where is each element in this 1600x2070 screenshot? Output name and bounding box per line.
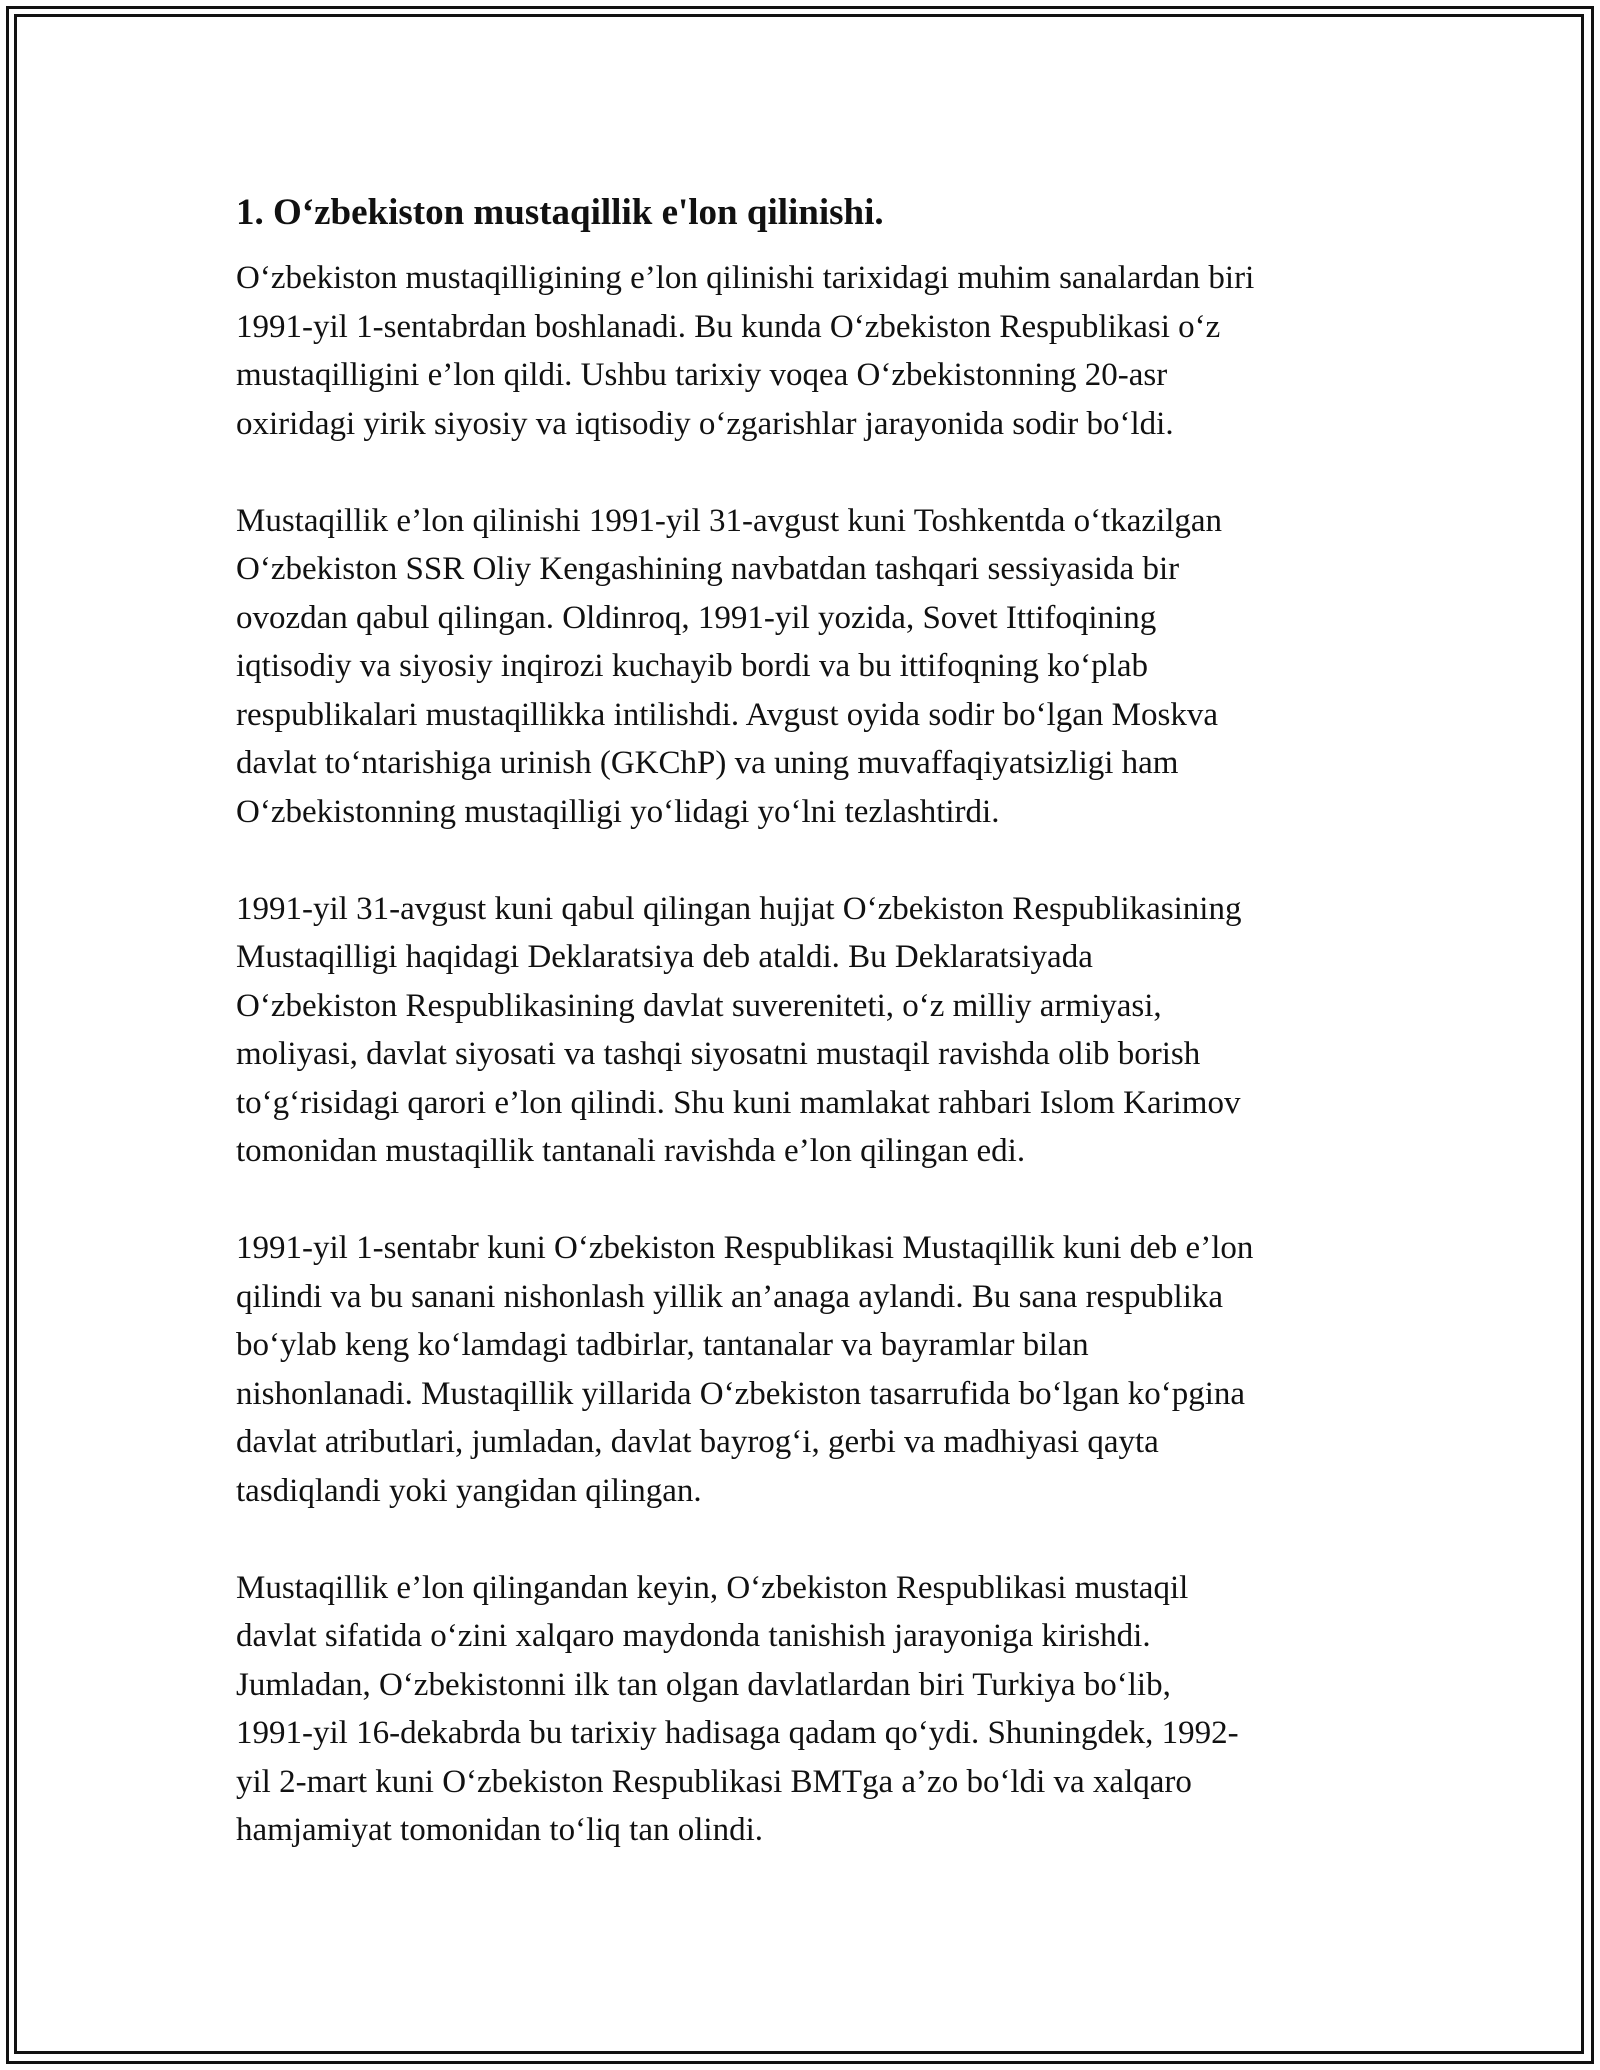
paragraph-line: O‘zbekiston mustaqilligining e’lon qilinishi tarixidagi muhim sanalardan biri xyxy=(236,260,1255,296)
paragraph-line: nishonlanadi. Mustaqillik yillarida O‘zbekiston tasarrufida bo‘lgan ko‘pgina xyxy=(236,1375,1246,1412)
paragraph-line: respublikalari mustaqillikka intilishdi. Avgust oyida sodir bo‘lgan Moskva xyxy=(236,696,1218,733)
paragraph-line: 1991-yil 1-sentabr kuni O‘zbekiston Respublikasi Mustaqillik kuni deb e’lon xyxy=(236,1230,1254,1266)
paragraph-line: O‘zbekiston Respublikasining davlat suvereniteti, o‘z milliy armiyasi, xyxy=(236,987,1162,1024)
paragraph-line: Mustaqillik e’lon qilinishi 1991-yil 31-avgust kuni Toshkentda o‘tkazilgan xyxy=(236,502,1223,539)
paragraph-line: to‘g‘risidagi qarori e’lon qilindi. Shu kuni mamlakat rahbari Islom Karimov xyxy=(236,1084,1241,1121)
paragraph-line: tomonidan mustaqillik tantanali ravishda e’lon qilingan edi. xyxy=(236,1133,1026,1169)
section-heading: 1. O‘zbekiston mustaqillik e'lon qilinishi. xyxy=(236,192,884,233)
paragraph-line: iqtisodiy va siyosiy inqirozi kuchayib bordi va bu ittifoqning ko‘plab xyxy=(236,648,1148,684)
paragraph-line: davlat atributlari, jumladan, davlat bayrog‘i, gerbi va madhiyasi qayta xyxy=(236,1424,1159,1460)
paragraph-line: 1991-yil 31-avgust kuni qabul qilingan hujjat O‘zbekiston Respublikasining xyxy=(236,890,1242,927)
paragraph-line: davlat to‘ntarishiga urinish (GKChP) va uning muvaffaqiyatsizligi ham xyxy=(236,745,1179,781)
paragraph-1 xyxy=(236,254,1376,448)
paragraph-line: Mustaqillik e’lon qilingandan keyin, O‘zbekiston Respublikasi mustaqil xyxy=(236,1569,1189,1606)
paragraph-line: oxiridagi yirik siyosiy va iqtisodiy o‘zgarishlar jarayonida sodir bo‘ldi. xyxy=(236,405,1174,442)
paragraph-line: mustaqilligini e’lon qildi. Ushbu tarixiy voqea O‘zbekistonning 20-asr xyxy=(236,357,1168,393)
paragraph-line: 1991-yil 1-sentabrdan boshlanadi. Bu kunda O‘zbekiston Respublikasi o‘z xyxy=(236,308,1221,345)
paragraph-line: yil 2-mart kuni O‘zbekiston Respublikasi BMTga a’zo bo‘ldi va xalqaro xyxy=(236,1763,1192,1800)
paragraph-line: Mustaqilligi haqidagi Deklaratsiya deb ataldi. Bu Deklaratsiyada xyxy=(236,939,1093,975)
paragraph-5 xyxy=(236,1564,1376,1855)
paragraph-line: O‘zbekiston SSR Oliy Kengashining navbatdan tashqari sessiyasida bir xyxy=(236,551,1180,587)
paragraph-line: moliyasi, davlat siyosati va tashqi siyosatni mustaqil ravishda olib borish xyxy=(236,1036,1201,1072)
paragraph-line: O‘zbekistonning mustaqilligi yo‘lidagi yo‘lni tezlashtirdi. xyxy=(236,793,1000,830)
paragraph-3 xyxy=(236,885,1376,1176)
paragraph-line: bo‘ylab keng ko‘lamdagi tadbirlar, tantanalar va bayramlar bilan xyxy=(236,1327,1089,1363)
paragraph-line: davlat sifatida o‘zini xalqaro maydonda tanishish jarayoniga kirishdi. xyxy=(236,1618,1151,1654)
paragraph-line: Jumladan, O‘zbekistonni ilk tan olgan davlatlardan biri Turkiya bo‘lib, xyxy=(236,1666,1171,1703)
paragraph-line: ovozdan qabul qilingan. Oldinroq, 1991-yil yozida, Sovet Ittifoqining xyxy=(236,599,1157,636)
paragraph-2 xyxy=(236,497,1376,837)
document-body xyxy=(236,188,1376,1903)
paragraph-line: hamjamiyat tomonidan to‘liq tan olindi. xyxy=(236,1812,764,1848)
paragraph-4 xyxy=(236,1224,1376,1515)
paragraph-line: qilindi va bu sanani nishonlash yillik an’anaga aylandi. Bu sana respublika xyxy=(236,1278,1224,1315)
paragraph-line: 1991-yil 16-dekabrda bu tarixiy hadisaga qadam qo‘ydi. Shuningdek, 1992- xyxy=(236,1715,1239,1751)
paragraph-line: tasdiqlandi yoki yangidan qilingan. xyxy=(236,1472,702,1509)
